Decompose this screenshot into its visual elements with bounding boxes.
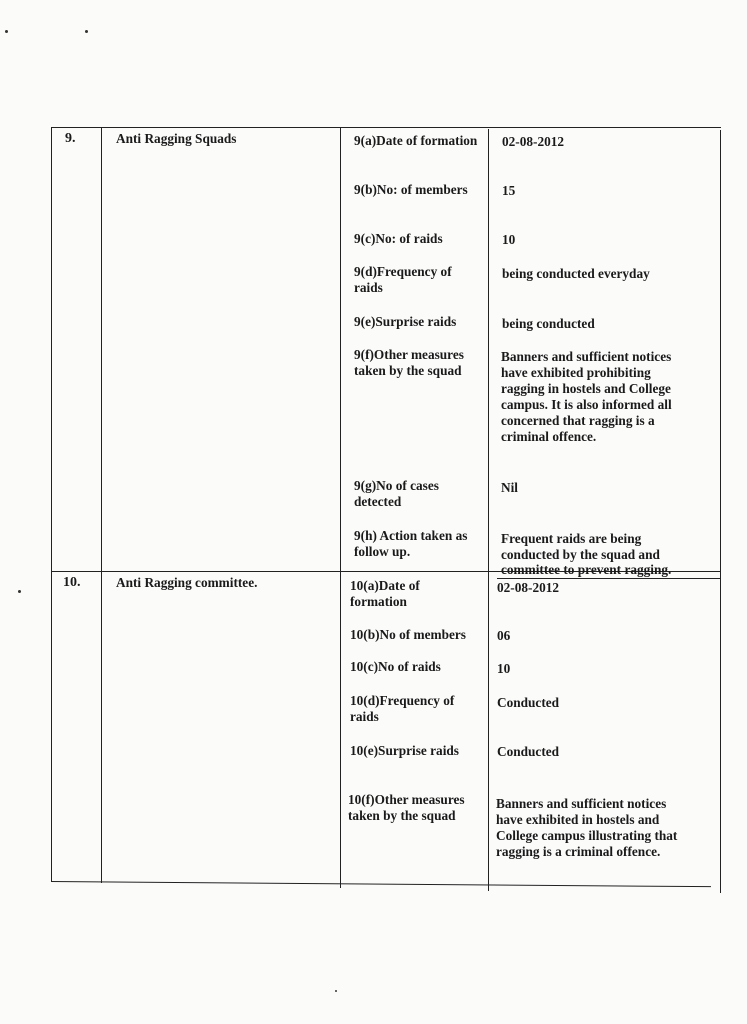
- scan-speck: [18, 590, 21, 593]
- item-value: 10: [497, 661, 511, 676]
- item-value: Nil: [501, 480, 518, 495]
- table-col-divider-1: [101, 127, 102, 883]
- item-value: being conducted: [502, 316, 595, 331]
- row-title: Anti Ragging committee.: [116, 575, 258, 590]
- item-value: being conducted everyday: [502, 266, 650, 281]
- item-value: 10: [502, 232, 516, 247]
- item-label: 9(g)No of cases detected: [354, 478, 439, 509]
- item-label: 9(f)Other measures taken by the squad: [354, 347, 464, 378]
- item-value: Banners and sufficient notices have exhibited in hostels and College campus illustrating that ragging is a criminal offence.: [496, 796, 678, 859]
- item-label: 9(h) Action taken as follow up.: [354, 528, 468, 559]
- item-value: 02-08-2012: [497, 580, 560, 595]
- scan-speck: [85, 30, 88, 33]
- item-value: Conducted: [497, 695, 560, 710]
- item-label: 9(d)Frequency of raids: [354, 264, 452, 295]
- item-label: 9(e)Surprise raids: [354, 314, 457, 329]
- row-title: Anti Ragging Squads: [116, 131, 237, 146]
- scan-speck: [335, 990, 337, 992]
- item-label: 10(b)No of members: [350, 627, 466, 642]
- item-label: 10(a)Date of formation: [350, 578, 420, 609]
- item-value: 15: [502, 183, 516, 198]
- item-label: 9(b)No: of members: [354, 182, 468, 197]
- item-value: 02-08-2012: [502, 134, 565, 149]
- scan-speck: [5, 30, 8, 33]
- table-divider-value: [497, 578, 721, 579]
- item-label: 10(e)Surprise raids: [350, 743, 459, 758]
- item-value: Frequent raids are being conducted by the squad and committee to prevent ragging.: [501, 531, 672, 577]
- item-value: Banners and sufficient notices have exhibited prohibiting ragging in hostels and College campus. It is also informed all concerned that ragging is a criminal offence.: [501, 349, 672, 444]
- item-label: 9(c)No: of raids: [354, 231, 443, 246]
- table-border-right: [720, 130, 721, 893]
- item-label: 9(a)Date of formation: [354, 133, 478, 148]
- item-value: 06: [497, 628, 511, 643]
- row-number: 9.: [65, 131, 76, 146]
- item-label: 10(f)Other measures taken by the squad: [348, 792, 465, 823]
- item-value: Conducted: [497, 744, 560, 759]
- item-label: 10(d)Frequency of raids: [350, 693, 455, 724]
- item-label: 10(c)No of raids: [350, 659, 441, 674]
- table-col-divider-3: [488, 129, 489, 891]
- table-col-divider-2: [340, 128, 341, 888]
- table-border-left: [51, 127, 52, 882]
- table-border-top: [51, 127, 721, 128]
- table-border-bottom: [51, 881, 711, 887]
- row-number: 10.: [63, 575, 81, 590]
